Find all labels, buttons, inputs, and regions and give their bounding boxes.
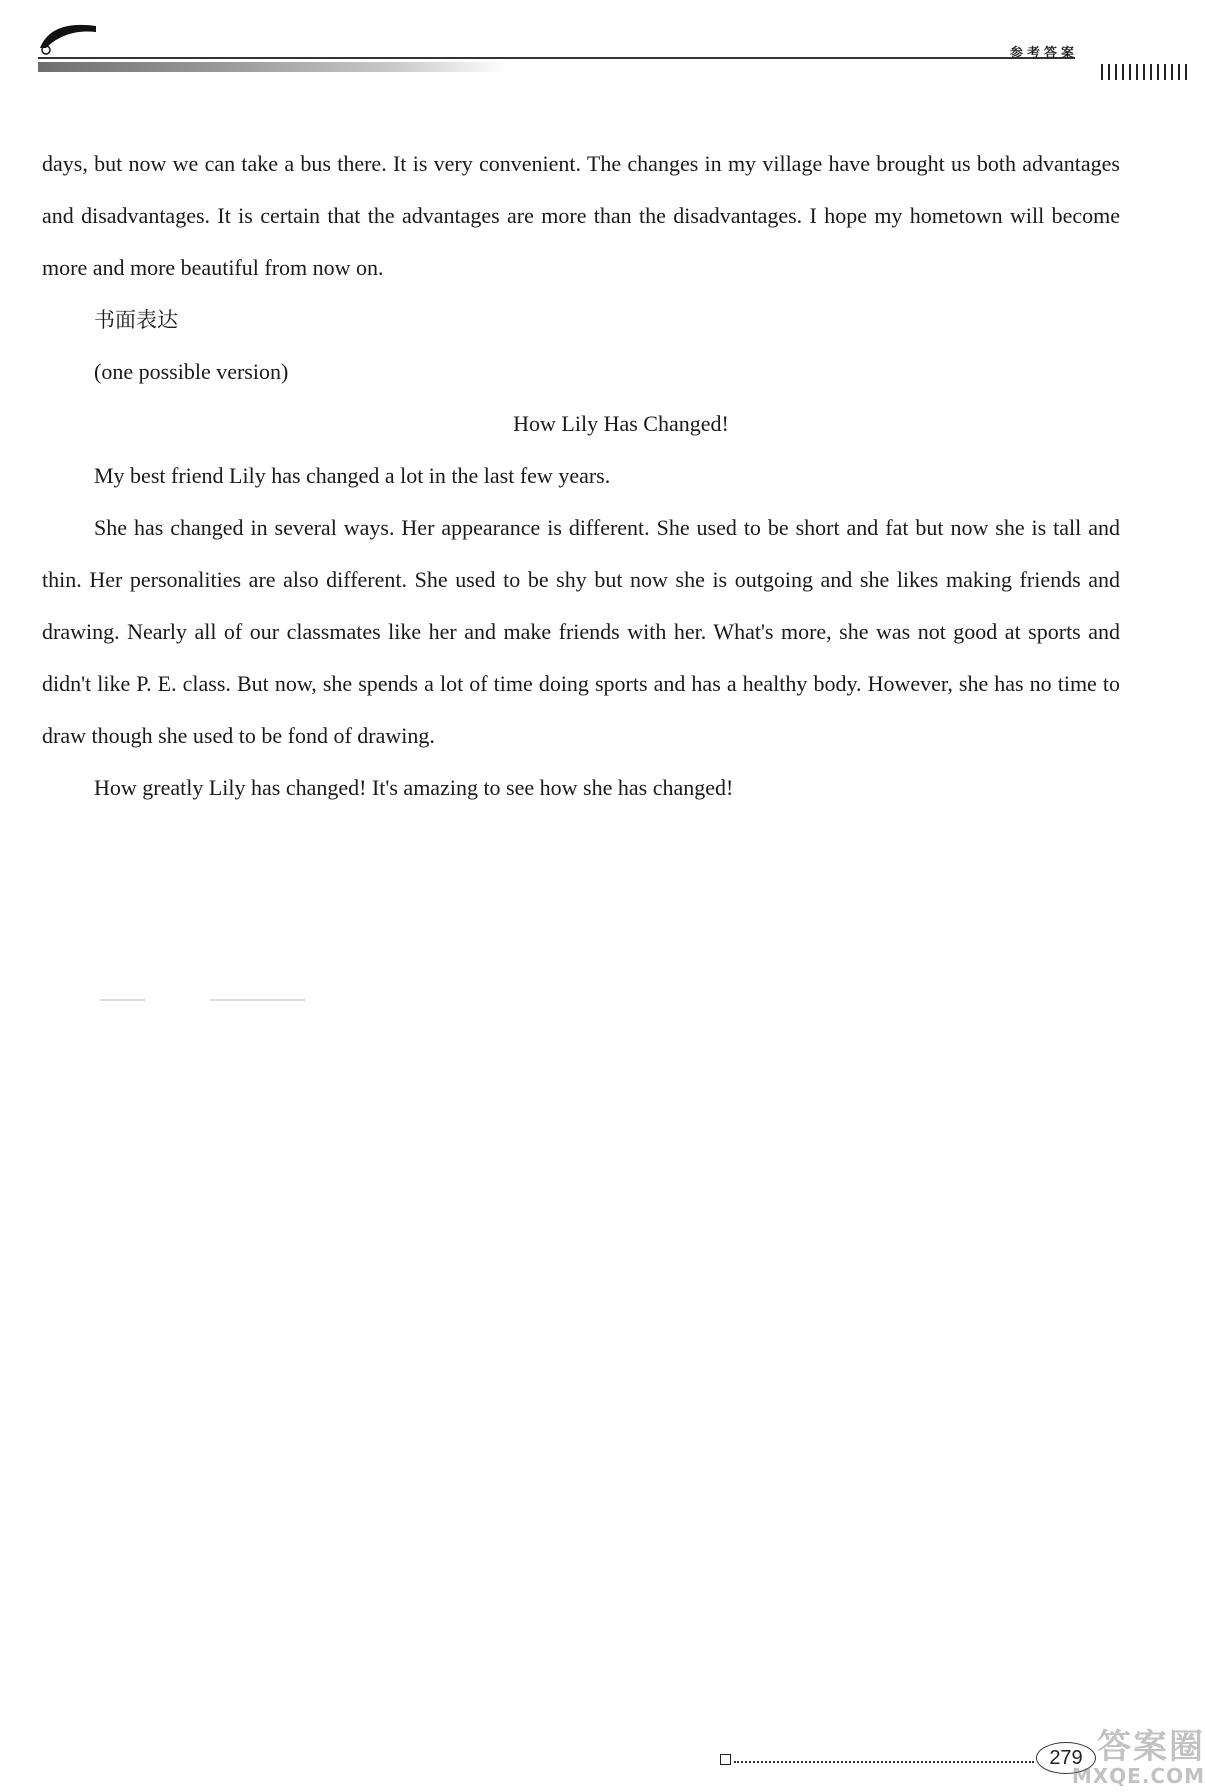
footer-dotted-leader	[734, 1761, 1034, 1763]
essay-title: How Lily Has Changed!	[513, 411, 729, 436]
page-number: 279	[1036, 1742, 1096, 1774]
essay-paragraph: How greatly Lily has changed! It's amazing to see how she has changed!	[94, 775, 734, 800]
answer-text-body	[42, 138, 1120, 814]
footer-square-icon	[720, 1754, 731, 1765]
watermark	[1040, 1727, 1205, 1792]
essay-paragraph: She has changed in several ways. Her appearance is different. She used to be short and fat but now she is tall and thin. Her personalities are also different. She used to be shy but now she is outgoing and she likes making friends and drawing. Nearly all of our classmates like her and make friends with her. What's more, she was not good at sports and didn't like P. E. class. But now, she spends a lot of time doing sports and has a healthy body. However, she has no time to draw though she used to be fond of drawing.	[42, 515, 1120, 748]
section-heading: 书面表达	[94, 308, 178, 332]
header-gradient-band	[38, 62, 508, 72]
watermark-logo-text: 答案圈	[1097, 1727, 1205, 1767]
faint-scan-marks	[100, 998, 310, 1002]
paragraph-continued: days, but now we can take a bus there. It is very convenient. The changes in my village have brought us both advantages and disadvantages. It is certain that the advantages are more than the disadvantages. I hope my hometown will become more and more beautiful from now on.	[42, 151, 1120, 280]
version-note: (one possible version)	[94, 359, 289, 384]
watermark-url: MXQE.COM	[1071, 1764, 1205, 1788]
header-tick-marks	[1100, 64, 1192, 80]
header-rule	[38, 57, 1075, 59]
essay-paragraph: My best friend Lily has changed a lot in the last few years.	[94, 463, 611, 488]
publisher-logo-icon	[38, 18, 98, 58]
header-section-label: 参考答案	[1010, 46, 1079, 61]
